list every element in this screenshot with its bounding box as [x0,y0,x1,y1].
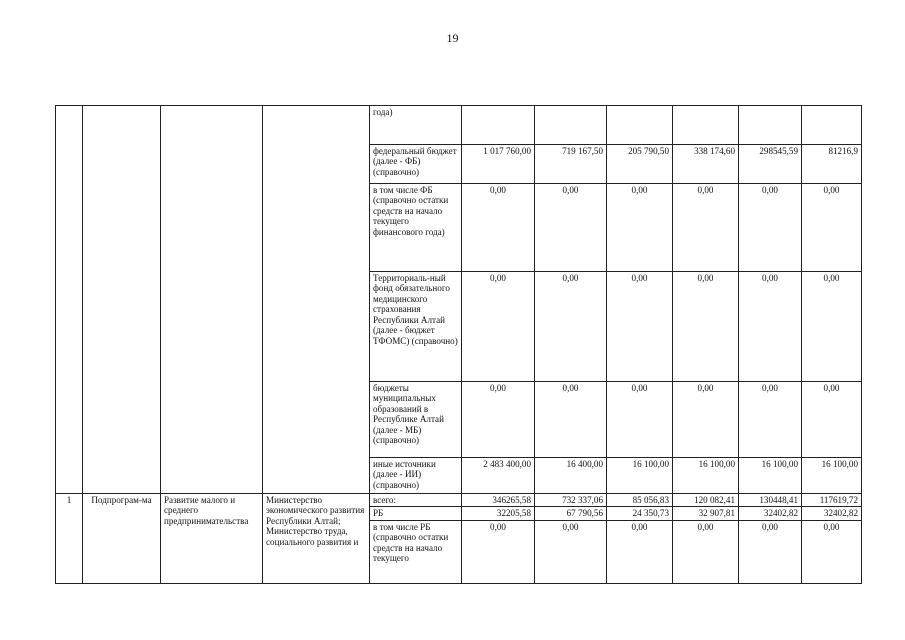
source-cell: в том числе РБ (справочно остатки средств на начало текущего [370,520,462,583]
value-cell: 81216,9 [802,145,862,184]
empty-cell [161,106,263,494]
value-cell: 0,00 [802,184,862,272]
value-cell: 0,00 [739,184,802,272]
value-cell: 120 082,41 [673,494,739,507]
value-cell: 16 100,00 [739,458,802,494]
value-cell: 24 350,73 [607,507,673,520]
value-cell: 0,00 [535,382,607,458]
value-cell: 0,00 [802,382,862,458]
value-cell: 2 483 400,00 [462,458,535,494]
source-cell: бюджеты муниципальных образований в Республике Алтай (далее - МБ) (справочно) [370,382,462,458]
value-cell: 16 100,00 [802,458,862,494]
subprogram-executor: Министерство экономического развития Республики Алтай; Министерство труда, социального развития и [263,494,370,584]
source-cell: в том числе ФБ (справочно остатки средств на начало текущего финансового года) [370,184,462,272]
value-cell: 130448,41 [739,494,802,507]
value-cell [535,106,607,145]
value-cell: 0,00 [535,520,607,583]
table-row [56,106,862,145]
table-row [56,494,862,507]
value-cell: 67 790,56 [535,507,607,520]
value-cell: 732 337,06 [535,494,607,507]
value-cell: 16 100,00 [607,458,673,494]
value-cell: 0,00 [673,272,739,382]
source-cell: федеральный бюджет (далее - ФБ) (справочно) [370,145,462,184]
value-cell: 0,00 [607,272,673,382]
value-cell: 0,00 [673,382,739,458]
value-cell: 346265,58 [462,494,535,507]
value-cell: 0,00 [462,184,535,272]
value-cell: 32402,82 [739,507,802,520]
value-cell: 0,00 [673,520,739,583]
source-cell: РБ [370,507,462,520]
empty-cell [56,106,83,494]
value-cell: 205 790,50 [607,145,673,184]
subprogram-type: Подпрограм-ма [83,494,161,584]
source-cell: иные источники (далее - ИИ) (справочно) [370,458,462,494]
value-cell: 117619,72 [802,494,862,507]
value-cell [802,106,862,145]
value-cell: 0,00 [535,272,607,382]
value-cell: 16 400,00 [535,458,607,494]
value-cell: 32402,82 [802,507,862,520]
value-cell: 0,00 [462,382,535,458]
value-cell: 32205,58 [462,507,535,520]
source-cell: Территориаль-ный фонд обязательного медицинского страхования Республики Алтай (далее - бюджет ТФОМС) (справочно) [370,272,462,382]
value-cell: 338 174,60 [673,145,739,184]
value-cell: 0,00 [739,520,802,583]
value-cell [462,106,535,145]
value-cell: 0,00 [462,520,535,583]
value-cell: 32 907,81 [673,507,739,520]
value-cell: 1 017 760,00 [462,145,535,184]
subprogram-name: Развитие малого и среднего предпринимательства [161,494,263,584]
source-cell: года) [370,106,462,145]
empty-cell [263,106,370,494]
value-cell: 0,00 [802,272,862,382]
value-cell: 0,00 [739,272,802,382]
value-cell: 0,00 [673,184,739,272]
value-cell: 0,00 [739,382,802,458]
budget-table [55,105,862,584]
value-cell: 0,00 [607,382,673,458]
value-cell [673,106,739,145]
value-cell: 0,00 [802,520,862,583]
value-cell: 0,00 [535,184,607,272]
source-cell: всего: [370,494,462,507]
value-cell [739,106,802,145]
value-cell: 16 100,00 [673,458,739,494]
value-cell: 85 056,83 [607,494,673,507]
page-number: 19 [446,31,459,45]
value-cell: 0,00 [462,272,535,382]
empty-cell [83,106,161,494]
value-cell: 719 167,50 [535,145,607,184]
subprogram-number: 1 [56,494,83,584]
value-cell: 298545,59 [739,145,802,184]
value-cell [607,106,673,145]
value-cell: 0,00 [607,520,673,583]
value-cell: 0,00 [607,184,673,272]
